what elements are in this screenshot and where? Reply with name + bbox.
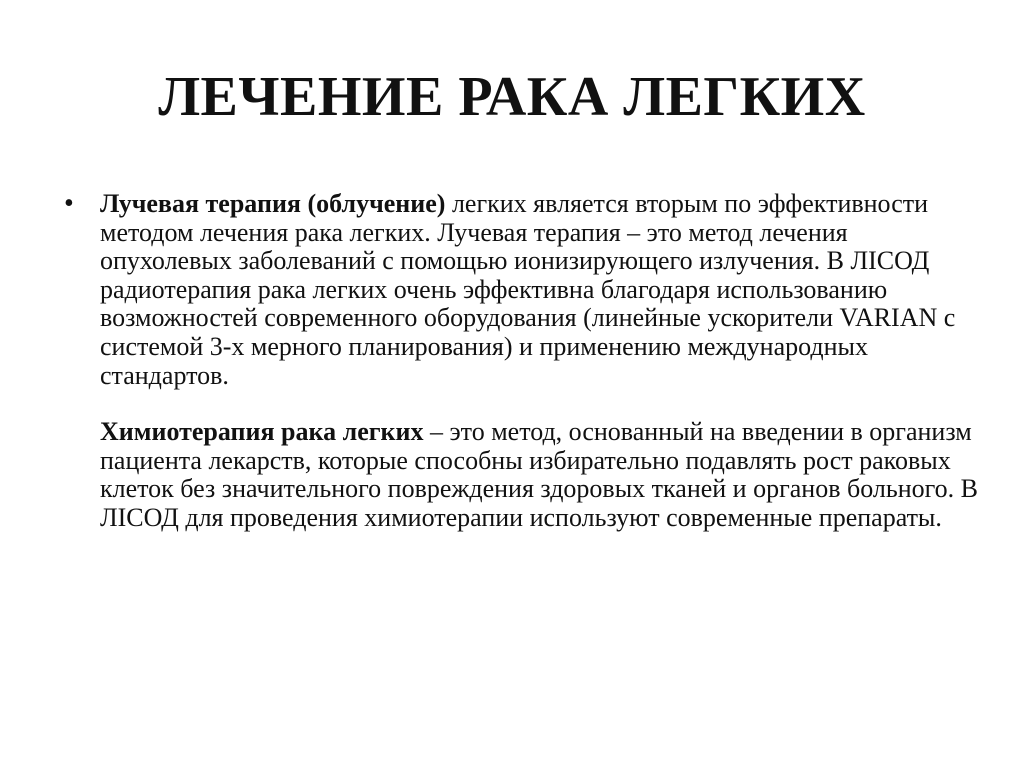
paragraph-chemotherapy xyxy=(100,418,980,532)
bullet-icon: • xyxy=(64,188,74,219)
bullet-item xyxy=(60,190,980,533)
slide-title: ЛЕЧЕНИЕ РАКА ЛЕГКИХ xyxy=(158,66,866,128)
paragraph-radiotherapy-lead: Лучевая терапия (облучение) xyxy=(100,189,446,218)
bullet-text-block xyxy=(100,190,980,533)
paragraph-chemotherapy-lead: Химиотерапия рака легких xyxy=(100,417,424,447)
paragraph-radiotherapy-text: легких является вторым по эффективности методом лечения рака легких. Лучевая терапия – это метод лечения опухолевых заболеваний с помощью ионизирующего излучения. В ЛІСОД радиотерапия рака легких очень эффективна благодаря использованию возможностей современного оборудования (линейные ускорители VARIAN с системой 3-х мерного планирования) и применению международных стандартов. xyxy=(100,189,956,390)
paragraph-radiotherapy xyxy=(100,190,980,390)
paragraph-chemotherapy-text: – это метод, основанный на введении в организм пациента лекарств, которые способны избирательно подавлять рост раковых клеток без значительного повреждения здоровых тканей и органов больного. В ЛІСОД для проведения химиотерапии используют современные препараты. xyxy=(100,417,978,532)
slide-content xyxy=(60,190,980,533)
